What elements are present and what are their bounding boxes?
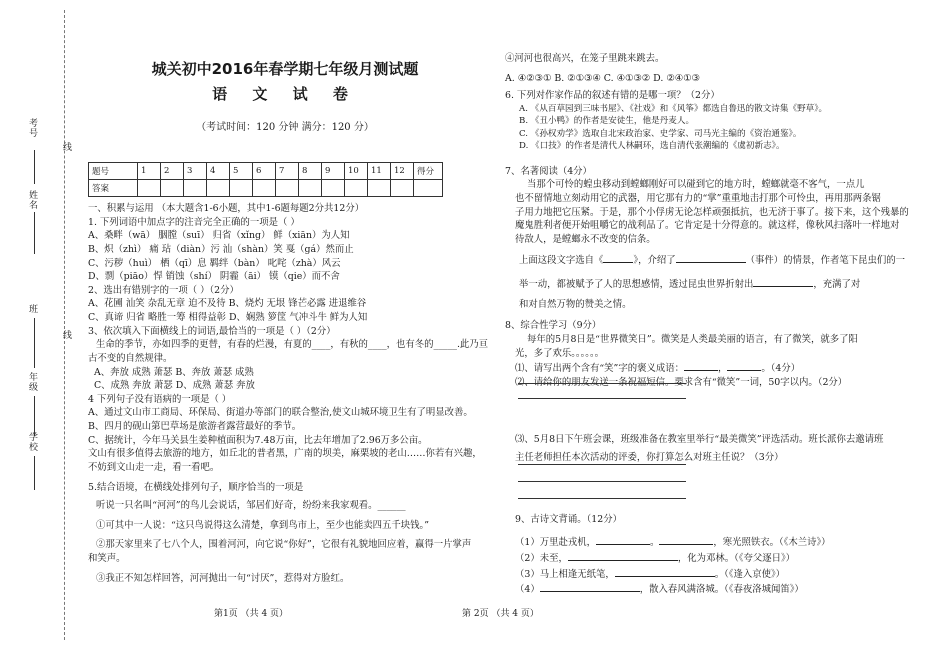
exam-title: 城关初中2016年春学期七年级月测试题 bbox=[151, 60, 419, 78]
text-run: （3）马上相逢无纸笔， bbox=[515, 568, 615, 580]
table-cell: 5 bbox=[230, 163, 253, 180]
q9-stem: 9、古诗文背诵。（12分） bbox=[515, 513, 622, 525]
answer-cell[interactable] bbox=[391, 180, 414, 197]
text-line: 古不变的自然规律。 bbox=[88, 352, 173, 364]
idiom-blank-1[interactable] bbox=[684, 360, 718, 371]
answer-cell[interactable] bbox=[345, 180, 368, 197]
q8-sub2: ⑵、请给你的朋友发送一条祝福短信。要求含有“微笑”一词，50字以内。（2分） bbox=[515, 376, 848, 388]
school-label: 学校 bbox=[27, 432, 37, 452]
text-line: 2、选出有错别字的一项（ ）（2分） bbox=[88, 284, 239, 296]
text-line: A、桑畔（wā） 胭膛（suī） 归省（xǐng） 鲜（xiān）为人知 bbox=[88, 230, 350, 242]
school-blank bbox=[34, 456, 35, 490]
table-cell: 7 bbox=[276, 163, 299, 180]
answer-cell[interactable] bbox=[161, 180, 184, 197]
poem-line-1 bbox=[505, 534, 885, 550]
text-line: 和笑声。 bbox=[88, 553, 126, 564]
fold-line bbox=[64, 10, 65, 640]
text-run: ，寒光照铁衣。（《木兰诗》） bbox=[713, 537, 831, 549]
table-cell: 6 bbox=[253, 163, 276, 180]
answer-line[interactable] bbox=[518, 481, 686, 482]
text-line: 文山有很多值得去旅游的地方，如丘北的普者黑，广南的坝美，麻栗坡的老山……你若有兴趣， bbox=[88, 448, 482, 460]
grade-blank bbox=[34, 396, 35, 436]
q5-options: A. ④②③① B. ②①③④ C. ④①③② D. ②④①③ bbox=[505, 72, 700, 84]
answer-cell[interactable] bbox=[322, 180, 345, 197]
text-line: A、花圃 汕笑 杂乱无章 迫不及待 B、烧灼 无垠 锋芒必露 进退维谷 bbox=[88, 298, 367, 310]
grade-label: 年级 bbox=[27, 372, 37, 392]
q6-option-a: A. 《从百草园到三味书屋》、《社戏》和《风筝》都选自鲁迅的散文诗集《野草》。 bbox=[519, 103, 828, 114]
table-cell: 12 bbox=[391, 163, 414, 180]
q8-sub1 bbox=[505, 360, 885, 376]
q7-passage: 当那个可怜的蝗虫移动到螳螂刚好可以碰到它的地方时，螳螂就毫不客气，一点儿 bbox=[527, 179, 865, 191]
right-column bbox=[505, 52, 909, 597]
text-line: 5.结合语境，在横线处排列句子，顺序恰当的一项是 bbox=[88, 481, 304, 493]
text-line: C、成熟 奔放 萧瑟 D、成熟 萧瑟 奔放 bbox=[94, 380, 255, 392]
text-run: （事件）的情景，作者笔下昆虫们的一 bbox=[745, 255, 905, 267]
text-run: 举一动，都被赋予了人的思想感情，透过昆虫世界折射出 bbox=[519, 279, 754, 291]
text-run: 》，介绍了 bbox=[633, 255, 676, 267]
text-run: 。 bbox=[649, 537, 660, 549]
left-column bbox=[88, 202, 489, 585]
text-line: 4 下列句子没有语病的一项是（ ） bbox=[88, 393, 232, 405]
text-line: C、污秽（huì） 栖（qī）息 羁绊（bàn） 叱咤（zhà）风云 bbox=[88, 257, 341, 269]
q7-question-line bbox=[505, 276, 885, 292]
text-line: 听说一只名叫“河河”的鸟儿会说话，邹居们好奇，纷纷来我家观看。______ bbox=[96, 500, 406, 512]
answer-cell[interactable] bbox=[414, 180, 443, 197]
score-table-header-row bbox=[89, 163, 443, 180]
q8-passage: 每年的5月8日是“世界微笑日”。微笑是人类最美丽的语言，有了微笑，就多了阳 bbox=[527, 333, 858, 345]
text-line: ①可其中一人说：“这只鸟说得这么清楚，拿到鸟市上，至少也能卖四五千块钱。” bbox=[96, 519, 430, 531]
answer-cell[interactable] bbox=[253, 180, 276, 197]
q8-passage: 光，多了欢乐。。。。。。 bbox=[515, 347, 605, 359]
table-cell: 2 bbox=[161, 163, 184, 180]
text-line: C、真谛 归省 略胜一筹 相得益彰 D、娴熟 箩筐 气冲斗牛 鲜为人知 bbox=[88, 312, 368, 323]
q6-stem: 6. 下列对作家作品的叙述有错的是哪一项？（2分） bbox=[505, 90, 720, 102]
text-line: ④河河也很高兴，在笼子里跳来跳去。 bbox=[505, 53, 665, 64]
score-table bbox=[88, 162, 443, 197]
table-cell: 9 bbox=[322, 163, 345, 180]
text-run: ，化为邓林。（《夸父逐日》） bbox=[677, 552, 796, 564]
q7-passage: 也不留情地立刻动用它的武器，用它那有力的“掌”重重地击打那个可怜虫，再用那两条锯 bbox=[515, 192, 881, 204]
table-cell: 答案 bbox=[89, 180, 138, 197]
book-title-blank[interactable] bbox=[603, 252, 633, 263]
poem-blank[interactable] bbox=[540, 581, 640, 592]
q7-passage: 待敌人，是螳螂永不改变的信条。 bbox=[515, 233, 656, 245]
answer-cell[interactable] bbox=[184, 180, 207, 197]
name-label: 姓名 bbox=[27, 190, 37, 210]
text-line: B、四月的砚山第巴草场是旅游者露营最好的季节。 bbox=[88, 421, 302, 432]
answer-cell[interactable] bbox=[207, 180, 230, 197]
answer-cell[interactable] bbox=[299, 180, 322, 197]
class-label: 班 bbox=[27, 304, 37, 314]
text-line: 1. 下列词语中加点字的注音完全正确的一项是（ ） bbox=[88, 216, 300, 228]
class-blank bbox=[34, 318, 35, 368]
text-line: 生命的季节，亦如四季的更替，有春的烂漫，有夏的____，有秋的____，也有冬的_____.此乃亘 bbox=[96, 339, 489, 351]
idiom-blank-2[interactable] bbox=[727, 360, 761, 371]
poem-line-2 bbox=[505, 550, 885, 566]
answer-cell[interactable] bbox=[276, 180, 299, 197]
q6-option-b: B. 《丑小鸭》的作者是安徒生，他是丹麦人。 bbox=[519, 116, 695, 127]
poem-blank[interactable] bbox=[615, 566, 715, 577]
page-footer-left: 第1页 （共 4 页） bbox=[214, 609, 289, 619]
text-line: B、炽（zhì） 痛 玷（diàn）污 汕（shàn）笑 戛（gá）然而止 bbox=[88, 243, 354, 255]
subject-title: 语 文 试 卷 bbox=[212, 85, 358, 103]
exam-no-label: 考号 bbox=[27, 118, 37, 138]
answer-line[interactable] bbox=[518, 464, 686, 465]
poem-line-4 bbox=[505, 581, 885, 597]
text-run: 。（4分） bbox=[761, 363, 801, 375]
poem-blank[interactable] bbox=[568, 550, 678, 561]
poem-blank[interactable] bbox=[596, 534, 650, 545]
q7-question-line: 和对自然万物的赞美之情。 bbox=[519, 298, 632, 310]
q6-option-c: C. 《孙权劝学》选取自北宋政治家、史学家、司马光主编的《资治通鉴》。 bbox=[519, 128, 802, 139]
text-run: ⑴、请写出两个含有“笑”字的褒义成语： bbox=[515, 363, 684, 375]
table-cell: 4 bbox=[207, 163, 230, 180]
table-cell: 得分 bbox=[414, 163, 443, 180]
binding-margin bbox=[0, 0, 80, 650]
poem-blank[interactable] bbox=[659, 534, 713, 545]
answer-cell[interactable] bbox=[368, 180, 391, 197]
text-line: D、剽（piāo）悍 销蚀（shí） 阴霾（āi） 镆（qie）而不舍 bbox=[88, 271, 340, 283]
text-run: ，充满了对 bbox=[813, 279, 861, 291]
table-cell: 8 bbox=[299, 163, 322, 180]
text-line: 一、积累与运用 （本大题含1-6小题，其中1-6题每题2分共12分） bbox=[88, 203, 365, 214]
text-line: ③我正不知怎样回答，河河抛出一句“讨厌”，惹得对方脸红。 bbox=[96, 572, 350, 584]
answer-line[interactable] bbox=[518, 383, 686, 384]
text-line: 3、依次填入下面横线上的词语,最恰当的一项是（ ）（2分） bbox=[88, 325, 336, 337]
q8-stem: 8、综合性学习（9分） bbox=[505, 320, 602, 332]
text-run: ，散入春风满洛城。（《春夜洛城闻笛》） bbox=[639, 584, 804, 596]
score-table-answer-row bbox=[89, 180, 443, 197]
exam-no-blank bbox=[34, 150, 35, 184]
table-cell: 1 bbox=[138, 163, 161, 180]
q7-passage: 魔鬼胜利者便开始咀嚼它的战利品了。它肯定是十分得意的。就这样，像秋风扫落叶一样地对 bbox=[515, 220, 900, 232]
table-cell: 3 bbox=[184, 163, 207, 180]
answer-line[interactable] bbox=[518, 398, 686, 399]
reflection-blank[interactable] bbox=[753, 276, 813, 287]
text-line: 不妨到文山走一走，看一看吧。 bbox=[88, 461, 220, 473]
text-run: ， bbox=[717, 363, 728, 375]
name-blank bbox=[34, 212, 35, 254]
table-cell: 11 bbox=[368, 163, 391, 180]
q8-sub3: ⑶、5月8日下午班会课，班级准备在教室里举行“最美微笑”评选活动。班长派你去邀请班 bbox=[515, 434, 884, 446]
text-line: A、奔放 成熟 萧瑟 B、奔放 萧瑟 成熟 bbox=[94, 366, 254, 378]
answer-cell[interactable] bbox=[138, 180, 161, 197]
answer-cell[interactable] bbox=[230, 180, 253, 197]
text-line: ②那天家里来了七八个人，围着河河，向它说“你好”，它很有礼貌地回应着，赢得一片掌声 bbox=[96, 539, 472, 551]
exam-info: （考试时间：120 分钟 满分：120 分） bbox=[196, 122, 374, 133]
text-run: 。（《逢入京使》） bbox=[714, 568, 786, 580]
text-run: 上面这段文字选自《 bbox=[519, 255, 604, 267]
table-cell: 10 bbox=[345, 163, 368, 180]
text-line: C、据统计，今年马关县生姜种植面积为7.48万亩，比去年增加了2.96万多公亩。 bbox=[88, 434, 428, 446]
poem-line-3 bbox=[505, 566, 885, 582]
q7-passage: 子用力地把它压紧。于是，那个小俘虏无论怎样顽强抵抗，也无济于事了。接下来，这个残暴的 bbox=[515, 206, 909, 218]
page-footer-right: 第 2页 （共 4 页） bbox=[462, 609, 539, 619]
q7-stem: 7、名著阅读（4分） bbox=[505, 165, 592, 177]
fold-mark-top: 线 bbox=[61, 142, 71, 152]
table-cell: 题号 bbox=[89, 163, 138, 180]
text-run: （4） bbox=[515, 584, 540, 596]
text-run: （2）未至， bbox=[515, 552, 568, 564]
q6-option-d: D. 《口技》的作者是清代人林嗣环，选自清代张潮编的《虞初新志》。 bbox=[519, 141, 785, 152]
fold-mark-mid: 线 bbox=[61, 330, 71, 340]
q7-question-line bbox=[505, 252, 905, 268]
q8-sub3: 主任老师担任本次活动的评委，你打算怎么对班主任说？（3分） bbox=[515, 452, 784, 464]
text-run: （1）万里赴戎机， bbox=[515, 537, 596, 549]
event-blank[interactable] bbox=[676, 252, 746, 263]
answer-line[interactable] bbox=[518, 498, 686, 499]
text-line: A、通过文山市工商局、环保局、街道办等部门的联合整治,使文山城环境卫生有了明显改善。 bbox=[88, 407, 473, 419]
